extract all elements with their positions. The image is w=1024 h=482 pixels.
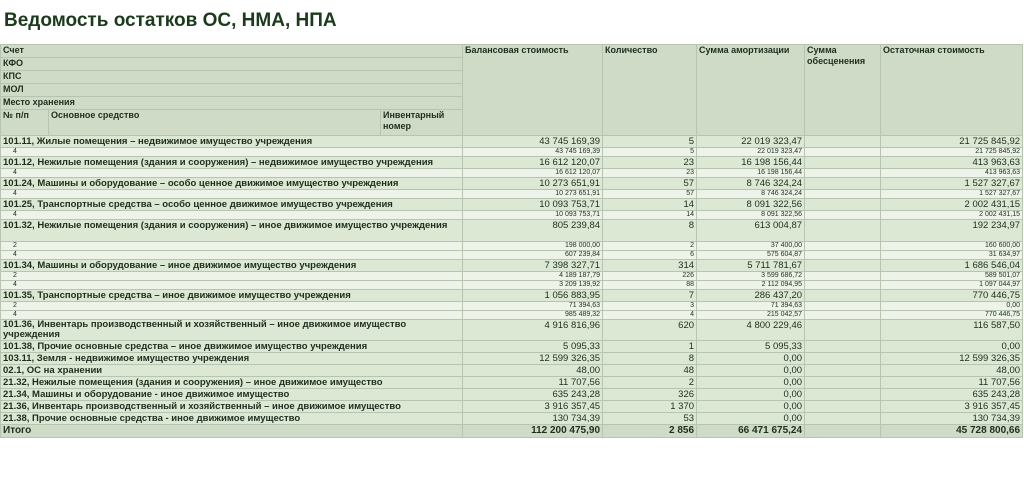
quantity-value: 14 [603,199,697,211]
account-row[interactable] [1,220,1023,242]
impairment-value [805,365,881,377]
balance-value: 7 398 327,71 [463,260,603,272]
kfo-code: 4 [1,281,463,290]
depreciation-value: 0,00 [697,365,805,377]
sub-quantity-value: 3 [603,302,697,311]
kfo-code: 2 [1,242,463,251]
sub-residual-value: 1 527 327,67 [881,190,1023,199]
account-row[interactable] [1,136,1023,148]
account-row[interactable] [1,365,1023,377]
residual-value: 1 686 546,04 [881,260,1023,272]
kfo-subrow[interactable] [1,190,1023,199]
sub-residual-value: 1 097 044,97 [881,281,1023,290]
account-label[interactable]: 21.32, Нежилые помещения (здания и сооружения) – иное движимое имущество [1,377,463,389]
sub-residual-value: 0,00 [881,302,1023,311]
residual-value: 2 002 431,15 [881,199,1023,211]
sub-quantity-value: 226 [603,272,697,281]
sub-quantity-value: 2 [603,242,697,251]
sub-depreciation-value: 8 091 322,56 [697,211,805,220]
account-label[interactable]: 101.38, Прочие основные средства – иное движимое имущество учреждения [1,341,463,353]
table-header [1,45,1023,136]
sub-balance-value: 10 273 651,91 [463,190,603,199]
balance-value: 43 745 169,39 [463,136,603,148]
balance-value: 805 239,84 [463,220,603,242]
sub-depreciation-value: 2 112 094,95 [697,281,805,290]
total-residual-value: 45 728 800,66 [881,425,1023,438]
depreciation-value: 5 095,33 [697,341,805,353]
header-balance-value[interactable]: Балансовая стоимость [463,45,603,136]
impairment-value [805,260,881,272]
quantity-value: 8 [603,353,697,365]
quantity-value: 5 [603,136,697,148]
quantity-value: 326 [603,389,697,401]
residual-value: 1 527 327,67 [881,178,1023,190]
sub-depreciation-value: 71 394,63 [697,302,805,311]
kfo-code: 2 [1,302,463,311]
sub-quantity-value: 57 [603,190,697,199]
depreciation-value: 16 198 156,44 [697,157,805,169]
residual-value: 3 916 357,45 [881,401,1023,413]
sub-balance-value: 16 612 120,07 [463,169,603,178]
total-label: Итого [1,425,463,438]
residual-value: 192 234,97 [881,220,1023,242]
residual-value: 12 599 326,35 [881,353,1023,365]
kfo-code: 2 [1,272,463,281]
account-label[interactable]: 101.34, Машины и оборудование – иное движимое имущество учреждения [1,260,463,272]
balance-value: 10 093 753,71 [463,199,603,211]
sub-residual-value: 770 446,75 [881,311,1023,320]
residual-value: 48,00 [881,365,1023,377]
total-depreciation-value: 66 471 675,24 [697,425,805,438]
sub-balance-value: 607 239,84 [463,251,603,260]
account-label[interactable]: 101.25, Транспортные средства – особо ценное движимое имущество учреждения [1,199,463,211]
sub-balance-value: 10 093 753,71 [463,211,603,220]
kfo-code: 4 [1,148,463,157]
depreciation-value: 8 091 322,56 [697,199,805,211]
sub-residual-value: 2 002 431,15 [881,211,1023,220]
header-inventory-number: Инвентарный номер [381,110,463,136]
quantity-value: 57 [603,178,697,190]
sub-impairment-value [805,242,881,251]
sub-quantity-value: 4 [603,311,697,320]
sub-quantity-value: 5 [603,148,697,157]
impairment-value [805,157,881,169]
sub-depreciation-value: 16 198 156,44 [697,169,805,178]
sub-impairment-value [805,211,881,220]
total-impairment-value [805,425,881,438]
account-row[interactable] [1,413,1023,425]
kfo-subrow[interactable] [1,148,1023,157]
depreciation-value: 286 437,20 [697,290,805,302]
account-row[interactable] [1,260,1023,272]
impairment-value [805,377,881,389]
header-residual-value[interactable]: Остаточная стоимость [881,45,1023,136]
quantity-value: 314 [603,260,697,272]
impairment-value [805,199,881,211]
residual-value: 11 707,56 [881,377,1023,389]
report-title: Ведомость остатков ОС, НМА, НПА [4,10,337,31]
kfo-code: 4 [1,169,463,178]
header-impairment[interactable]: Сумма обесценения [805,45,881,136]
kfo-subrow[interactable] [1,311,1023,320]
impairment-value [805,320,881,341]
sub-impairment-value [805,169,881,178]
sub-balance-value: 71 394,63 [463,302,603,311]
sub-impairment-value [805,311,881,320]
kfo-subrow[interactable] [1,272,1023,281]
balance-value: 12 599 326,35 [463,353,603,365]
quantity-value: 620 [603,320,697,341]
sub-balance-value: 43 745 169,39 [463,148,603,157]
impairment-value [805,413,881,425]
header-quantity[interactable]: Количество [603,45,697,136]
header-mol: МОЛ [1,84,463,97]
report-table [0,44,1023,438]
table-body [1,136,1023,438]
quantity-value: 7 [603,290,697,302]
sub-impairment-value [805,302,881,311]
impairment-value [805,389,881,401]
account-row[interactable] [1,199,1023,211]
balance-value: 48,00 [463,365,603,377]
sub-residual-value: 413 963,63 [881,169,1023,178]
sub-impairment-value [805,281,881,290]
residual-value: 21 725 845,92 [881,136,1023,148]
kfo-code: 4 [1,311,463,320]
depreciation-value: 22 019 323,47 [697,136,805,148]
account-label[interactable]: 02.1, ОС на хранении [1,365,463,377]
depreciation-value: 5 711 781,67 [697,260,805,272]
account-row[interactable] [1,353,1023,365]
kfo-subrow[interactable] [1,242,1023,251]
quantity-value: 1 [603,341,697,353]
sub-impairment-value [805,148,881,157]
sub-quantity-value: 14 [603,211,697,220]
residual-value: 0,00 [881,341,1023,353]
account-label[interactable]: 21.34, Машины и оборудование - иное движимое имущество [1,389,463,401]
depreciation-value: 4 800 229,46 [697,320,805,341]
sub-impairment-value [805,251,881,260]
balance-value: 1 056 883,95 [463,290,603,302]
sub-balance-value: 985 489,32 [463,311,603,320]
depreciation-value: 0,00 [697,401,805,413]
sub-residual-value: 31 634,97 [881,251,1023,260]
quantity-value: 8 [603,220,697,242]
sub-quantity-value: 23 [603,169,697,178]
account-label[interactable]: 21.36, Инвентарь производственный и хозяйственный – иное движимое имущество [1,401,463,413]
residual-value: 635 243,28 [881,389,1023,401]
total-row [1,425,1023,438]
account-row[interactable] [1,178,1023,190]
balance-value: 635 243,28 [463,389,603,401]
residual-value: 116 587,50 [881,320,1023,341]
quantity-value: 48 [603,365,697,377]
sub-residual-value: 21 725 845,92 [881,148,1023,157]
account-label[interactable]: 21.38, Прочие основные средства - иное движимое имущество [1,413,463,425]
total-balance-value: 112 200 475,90 [463,425,603,438]
header-row-number: № п/п [1,110,49,136]
impairment-value [805,401,881,413]
header-kps: КПС [1,71,463,84]
sub-depreciation-value: 575 604,87 [697,251,805,260]
sub-quantity-value: 88 [603,281,697,290]
impairment-value [805,178,881,190]
balance-value: 4 916 816,96 [463,320,603,341]
account-label[interactable]: 101.24, Машины и оборудование – особо ценное движимое имущество учреждения [1,178,463,190]
depreciation-value: 0,00 [697,413,805,425]
account-label[interactable]: 101.36, Инвентарь производственный и хозяйственный – иное движимое имущество учреждения [1,320,463,341]
sub-depreciation-value: 37 400,00 [697,242,805,251]
kfo-subrow[interactable] [1,169,1023,178]
account-label[interactable]: 101.12, Нежилые помещения (здания и сооружения) – недвижимое имущество учреждения [1,157,463,169]
kfo-code: 4 [1,211,463,220]
balance-value: 5 095,33 [463,341,603,353]
sub-residual-value: 160 600,00 [881,242,1023,251]
account-label[interactable]: 103.11, Земля - недвижимое имущество учреждения [1,353,463,365]
impairment-value [805,341,881,353]
sub-residual-value: 589 501,07 [881,272,1023,281]
sub-impairment-value [805,272,881,281]
quantity-value: 23 [603,157,697,169]
header-fixed-asset: Основное средство [49,110,381,136]
sub-depreciation-value: 8 746 324,24 [697,190,805,199]
kfo-code: 4 [1,251,463,260]
header-location: Место хранения [1,97,463,110]
sub-balance-value: 4 189 187,79 [463,272,603,281]
residual-value: 130 734,39 [881,413,1023,425]
header-kfo: КФО [1,58,463,71]
quantity-value: 2 [603,377,697,389]
account-row[interactable] [1,389,1023,401]
balance-value: 16 612 120,07 [463,157,603,169]
kfo-subrow[interactable] [1,302,1023,311]
residual-value: 770 446,75 [881,290,1023,302]
depreciation-value: 0,00 [697,353,805,365]
account-row[interactable] [1,341,1023,353]
sub-depreciation-value: 22 019 323,47 [697,148,805,157]
account-label[interactable]: 101.32, Нежилые помещения (здания и сооружения) – иное движимое имущество учреждения [1,220,463,242]
sub-depreciation-value: 3 599 686,72 [697,272,805,281]
account-row[interactable] [1,377,1023,389]
sub-balance-value: 3 209 139,92 [463,281,603,290]
balance-value: 3 916 357,45 [463,401,603,413]
residual-value: 413 963,63 [881,157,1023,169]
impairment-value [805,136,881,148]
kfo-subrow[interactable] [1,251,1023,260]
impairment-value [805,290,881,302]
depreciation-value: 8 746 324,24 [697,178,805,190]
account-label[interactable]: 101.35, Транспортные средства – иное движимое имущество учреждения [1,290,463,302]
quantity-value: 53 [603,413,697,425]
sub-balance-value: 198 000,00 [463,242,603,251]
balance-value: 11 707,56 [463,377,603,389]
quantity-value: 1 370 [603,401,697,413]
account-row[interactable] [1,401,1023,413]
sub-depreciation-value: 215 042,57 [697,311,805,320]
balance-value: 130 734,39 [463,413,603,425]
account-row[interactable] [1,290,1023,302]
kfo-code: 4 [1,190,463,199]
depreciation-value: 613 004,87 [697,220,805,242]
sub-impairment-value [805,190,881,199]
account-row[interactable] [1,320,1023,341]
account-row[interactable] [1,157,1023,169]
header-account: Счет [1,45,463,58]
impairment-value [805,220,881,242]
balance-value: 10 273 651,91 [463,178,603,190]
total-quantity-value: 2 856 [603,425,697,438]
depreciation-value: 0,00 [697,389,805,401]
header-depreciation[interactable]: Сумма амортизации [697,45,805,136]
account-label[interactable]: 101.11, Жилые помещения – недвижимое имущество учреждения [1,136,463,148]
kfo-subrow[interactable] [1,211,1023,220]
sub-quantity-value: 6 [603,251,697,260]
depreciation-value: 0,00 [697,377,805,389]
kfo-subrow[interactable] [1,281,1023,290]
impairment-value [805,353,881,365]
